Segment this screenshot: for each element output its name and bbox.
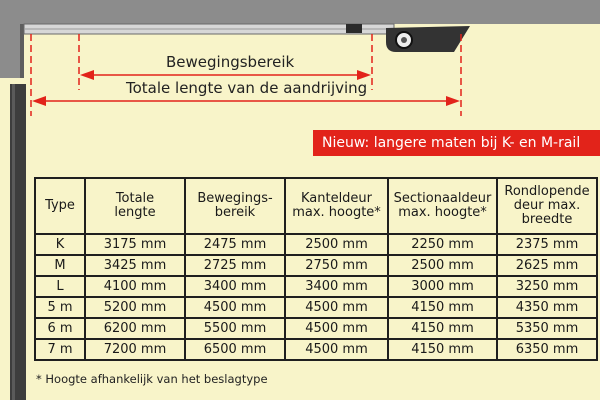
table-cell: 5350 mm <box>497 318 597 339</box>
column-header-line: Rondlopende <box>504 184 590 199</box>
garage-side-frame-shadow <box>20 24 24 78</box>
table-cell: 5500 mm <box>185 318 285 339</box>
table-cell: 6350 mm <box>497 339 597 360</box>
total-length-arrowhead-left <box>32 96 46 106</box>
table-cell: 3400 mm <box>185 276 285 297</box>
table-cell: 2250 mm <box>388 234 497 255</box>
table-row <box>35 276 597 297</box>
column-header-line: deur max. <box>513 198 581 213</box>
movement-range-arrowhead-left <box>80 70 94 80</box>
table-cell: 2750 mm <box>285 255 388 276</box>
column-header <box>285 178 388 234</box>
table-row <box>35 297 597 318</box>
table-row <box>35 318 597 339</box>
type-cell: K <box>35 234 85 255</box>
table-cell: 4100 mm <box>85 276 185 297</box>
column-header-line: Kanteldeur <box>300 191 373 206</box>
door-post-highlight <box>12 84 15 400</box>
total-length-label: Totale lengte van de aandrijving <box>126 79 368 97</box>
garage-header-frame <box>0 0 600 24</box>
table-cell: 2500 mm <box>285 234 388 255</box>
column-header <box>85 178 185 234</box>
table-cell: 7200 mm <box>85 339 185 360</box>
column-header-line: Totale <box>115 191 155 206</box>
table-cell: 3175 mm <box>85 234 185 255</box>
column-header-line: Bewegings- <box>197 191 273 206</box>
table-cell: 4150 mm <box>388 339 497 360</box>
table-cell: 2475 mm <box>185 234 285 255</box>
column-header <box>388 178 497 234</box>
column-header <box>497 178 597 234</box>
movement-range-label: Bewegingsbereik <box>166 53 295 71</box>
column-header-line: Type <box>45 198 75 213</box>
table-cell: 6500 mm <box>185 339 285 360</box>
table-cell: 2375 mm <box>497 234 597 255</box>
table-cell: 3425 mm <box>85 255 185 276</box>
height-footnote: * Hoogte afhankelijk van het beslagtype <box>36 372 268 386</box>
new-sizes-banner: Nieuw: langere maten bij K- en M-rail <box>313 130 600 156</box>
table-row <box>35 234 597 255</box>
table-cell: 4500 mm <box>285 339 388 360</box>
column-header-line: breedte <box>521 212 573 227</box>
column-header-line: max. hoogte* <box>398 205 487 220</box>
type-cell: 6 m <box>35 318 85 339</box>
table-cell: 2500 mm <box>388 255 497 276</box>
table-cell: 4350 mm <box>497 297 597 318</box>
table-row <box>35 339 597 360</box>
table-cell: 2725 mm <box>185 255 285 276</box>
table-cell: 4150 mm <box>388 297 497 318</box>
table-cell: 4500 mm <box>285 297 388 318</box>
column-header-line: lengte <box>114 205 156 220</box>
type-cell: 5 m <box>35 297 85 318</box>
total-length-arrowhead-right <box>446 96 460 106</box>
column-header <box>35 178 85 234</box>
table-row <box>35 255 597 276</box>
column-header <box>185 178 285 234</box>
spec-table <box>34 177 598 361</box>
table-cell: 4150 mm <box>388 318 497 339</box>
table-cell: 4500 mm <box>285 318 388 339</box>
table-cell: 6200 mm <box>85 318 185 339</box>
column-header-line: Sectionaaldeur <box>393 191 492 206</box>
rail-carriage <box>346 24 362 33</box>
table-cell: 5200 mm <box>85 297 185 318</box>
table-header-row <box>35 178 597 234</box>
table-cell: 3250 mm <box>497 276 597 297</box>
type-cell: 7 m <box>35 339 85 360</box>
column-header-line: max. hoogte* <box>292 205 381 220</box>
type-cell: M <box>35 255 85 276</box>
table-cell: 3400 mm <box>285 276 388 297</box>
table-cell: 3000 mm <box>388 276 497 297</box>
column-header-line: bereik <box>214 205 256 220</box>
type-cell: L <box>35 276 85 297</box>
motor-wheel-hub <box>401 37 407 43</box>
table-cell: 2625 mm <box>497 255 597 276</box>
table-cell: 4500 mm <box>185 297 285 318</box>
